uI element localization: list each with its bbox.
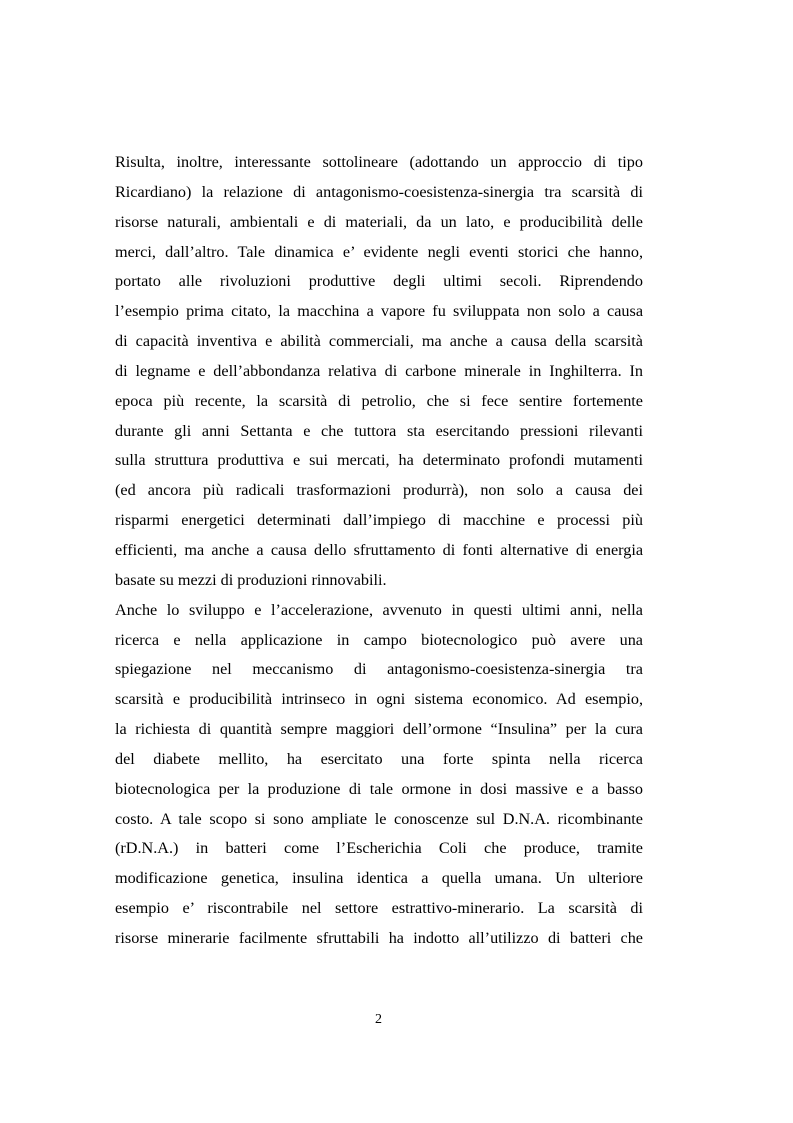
paragraph-2 xyxy=(115,596,643,954)
text-line: epoca più recente, la scarsità di petrolio, che si fece sentire fortemente xyxy=(115,391,643,410)
text-line: Risulta, inoltre, interessante sottolineare (adottando un approccio di tipo xyxy=(115,153,643,171)
text-line: del diabete mellito, ha esercitato una forte spinta nella ricerca xyxy=(115,749,643,768)
text-line: l’esempio prima citato, la macchina a vapore fu sviluppata non solo a causa xyxy=(115,302,643,321)
text-line: (rD.N.A.) in batteri come l’Escherichia Coli che produce, tramite xyxy=(115,839,643,858)
text-line: risparmi energetici determinati dall’impiego di macchine e processi più xyxy=(115,511,643,530)
paragraph-1 xyxy=(115,148,643,596)
text-line: merci, dall’altro. Tale dinamica e’ evidente negli eventi storici che hanno, xyxy=(115,242,643,261)
text-line: basate su mezzi di produzioni rinnovabili. xyxy=(115,570,387,589)
text-line: di capacità inventiva e abilità commerciali, ma anche a causa della scarsità xyxy=(115,332,643,351)
text-line: spiegazione nel meccanismo di antagonismo-coesistenza-sinergia tra xyxy=(115,660,643,679)
text-line: efficienti, ma anche a causa dello sfruttamento di fonti alternative di energia xyxy=(115,540,643,559)
text-line: ricerca e nella applicazione in campo biotecnologico può avere una xyxy=(115,630,643,649)
text-line: biotecnologica per la produzione di tale ormone in dosi massive e a basso xyxy=(115,779,643,798)
text-line: risorse minerarie facilmente sfruttabili ha indotto all’utilizzo di batteri che xyxy=(115,928,643,947)
text-line: scarsità e producibilità intrinseco in ogni sistema economico. Ad esempio, xyxy=(115,690,643,709)
body-text xyxy=(115,148,643,954)
text-line: modificazione genetica, insulina identica a quella umana. Un ulteriore xyxy=(115,869,643,888)
text-line: risorse naturali, ambientali e di materiali, da un lato, e producibilità delle xyxy=(115,212,643,231)
page-number: 2 xyxy=(375,1012,382,1027)
text-line: Anche lo sviluppo e l’accelerazione, avvenuto in questi ultimi anni, nella xyxy=(115,600,643,619)
text-line: costo. A tale scopo si sono ampliate le conoscenze sul D.N.A. ricombinante xyxy=(115,809,643,828)
text-line: Ricardiano) la relazione di antagonismo-coesistenza-sinergia tra scarsità di xyxy=(115,182,643,201)
text-line: (ed ancora più radicali trasformazioni produrrà), non solo a causa dei xyxy=(115,481,643,500)
text-line: esempio e’ riscontrabile nel settore estrattivo-minerario. La scarsità di xyxy=(115,899,643,918)
text-line: portato alle rivoluzioni produttive degli ultimi secoli. Riprendendo xyxy=(115,272,643,291)
text-line: sulla struttura produttiva e sui mercati, ha determinato profondi mutamenti xyxy=(115,451,643,470)
text-line: durante gli anni Settanta e che tuttora sta esercitando pressioni rilevanti xyxy=(115,421,643,440)
text-line: la richiesta di quantità sempre maggiori dell’ormone “Insulina” per la cura xyxy=(115,720,643,739)
text-line: di legname e dell’abbondanza relativa di carbone minerale in Inghilterra. In xyxy=(115,361,643,380)
